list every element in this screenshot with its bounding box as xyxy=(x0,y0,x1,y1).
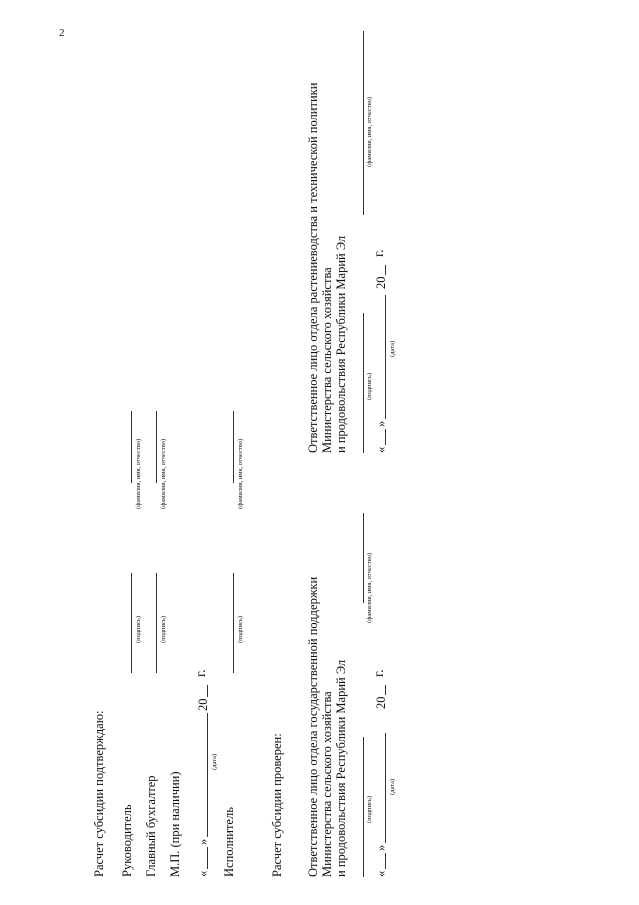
confirm-date-close-quote: » xyxy=(196,838,210,845)
checked-left-date-month-line xyxy=(385,733,386,843)
checked-right-date-year-suffix: г. xyxy=(372,249,387,257)
checked-right-date-month-line xyxy=(385,295,386,419)
head-label: Руководитель xyxy=(120,804,134,877)
checked-left-date-open-quote: « xyxy=(374,870,388,877)
executor-label: Исполнитель xyxy=(222,807,236,877)
confirm-date-year-line xyxy=(207,685,208,697)
checked-right-date-day-line xyxy=(385,429,386,445)
confirm-date-year: 20 xyxy=(196,698,210,711)
checked-right-name-caption: (фамилия, имя, отчество) xyxy=(366,96,373,167)
page-number: 2 xyxy=(59,27,65,39)
head-name-caption: (фамилия, имя, отчество) xyxy=(135,438,142,509)
confirm-date-open-quote: « xyxy=(196,870,210,877)
checked-left-date-caption: (дата) xyxy=(389,778,396,795)
head-signature-line xyxy=(131,573,132,673)
checked-left-name-caption: (фамилия, имя, отчество) xyxy=(366,552,373,623)
accountant-label: Главный бухгалтер xyxy=(144,775,158,877)
executor-signature-line xyxy=(233,573,234,673)
confirm-date-caption: (дата) xyxy=(211,753,218,770)
checked-right-signature-caption: (подпись) xyxy=(366,373,373,400)
checked-left-line1: Ответственное лицо отдела государственной поддержки xyxy=(306,576,320,877)
checked-right-date-year: 20 xyxy=(374,276,388,289)
checked-right-date-open-quote: « xyxy=(374,446,388,453)
accountant-signature-line xyxy=(156,573,157,673)
checked-left-signature-line xyxy=(363,737,364,877)
executor-name-line xyxy=(233,411,234,483)
accountant-name-line xyxy=(156,411,157,483)
checked-left-date-year-line xyxy=(385,685,386,695)
checked-left-line2: Министерства сельского хозяйства xyxy=(320,691,334,877)
checked-right-date-year-line xyxy=(385,265,386,275)
checked-left-date-year: 20 xyxy=(374,696,388,709)
checked-right-signature-line xyxy=(363,313,364,453)
checked-right-line3: и продовольствия Республики Марий Эл xyxy=(334,235,348,453)
checked-left-date-close-quote: » xyxy=(374,844,388,851)
confirm-date-year-suffix: г. xyxy=(194,669,209,677)
stamp-label: М.П. (при наличии) xyxy=(168,771,182,877)
checked-left-date-day-line xyxy=(385,853,386,869)
checked-left-name-line xyxy=(363,513,364,603)
confirm-heading: Расчет субсидии подтверждаю: xyxy=(92,710,106,877)
checked-right-date-caption: (дата) xyxy=(389,340,396,357)
accountant-signature-caption: (подпись) xyxy=(160,616,167,643)
checked-left-date-year-suffix: г. xyxy=(372,669,387,677)
confirm-date-month-line xyxy=(207,713,208,837)
checked-heading: Расчет субсидии проверен: xyxy=(270,733,284,877)
checked-right-date-close-quote: » xyxy=(374,420,388,427)
executor-signature-caption: (подпись) xyxy=(237,616,244,643)
checked-left-line3: и продовольствия Республики Марий Эл xyxy=(334,659,348,877)
head-signature-caption: (подпись) xyxy=(135,616,142,643)
executor-name-caption: (фамилия, имя, отчество) xyxy=(237,438,244,509)
head-name-line xyxy=(131,411,132,483)
checked-left-signature-caption: (подпись) xyxy=(366,796,373,823)
checked-right-line2: Министерства сельского хозяйства xyxy=(320,267,334,453)
checked-right-line1: Ответственное лицо отдела растениеводства и технической политики xyxy=(306,82,320,453)
confirm-date-day-line xyxy=(207,847,208,869)
accountant-name-caption: (фамилия, имя, отчество) xyxy=(160,438,167,509)
checked-right-name-line xyxy=(363,31,364,215)
